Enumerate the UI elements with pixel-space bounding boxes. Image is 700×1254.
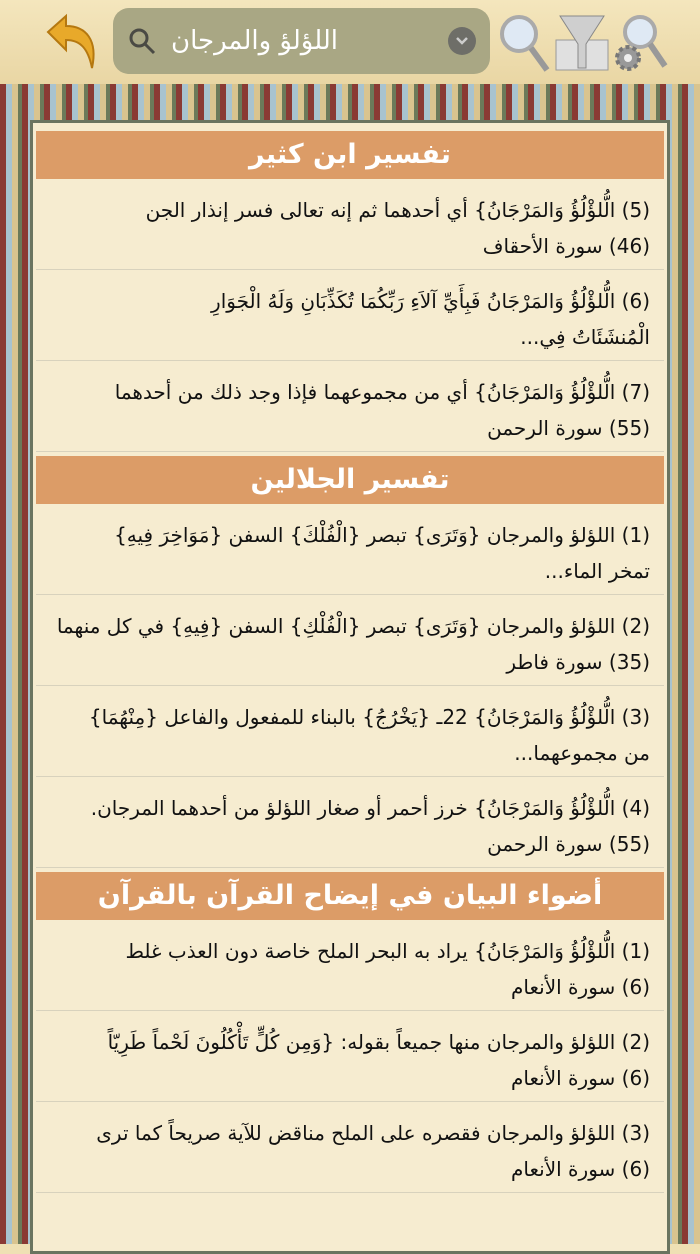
dropdown-chevron-icon[interactable] <box>448 27 476 55</box>
result-item[interactable] <box>36 1011 664 1102</box>
result-item[interactable] <box>36 504 664 595</box>
filter-button[interactable] <box>552 10 612 74</box>
result-source: (46) سورة الأحقاف <box>482 234 650 258</box>
search-magnifier-button[interactable] <box>495 10 555 74</box>
section-header: تفسير ابن كثير <box>36 131 664 179</box>
result-item[interactable] <box>36 920 664 1011</box>
result-source: (6) سورة الأنعام <box>511 975 650 999</box>
back-arrow-icon <box>40 10 104 74</box>
section-adwa-al-bayan <box>36 872 664 1193</box>
result-text: (3) اللؤلؤ والمرجان فقصره على الملح مناقض للآية صريحاً كما ترى <box>96 1121 650 1145</box>
top-toolbar <box>0 0 700 84</box>
result-item[interactable] <box>36 595 664 686</box>
result-text: (2) اللؤلؤ والمرجان منها جميعاً بقوله: {وَمِن كُلٍّ تَأْكُلُونَ لَحْماً طَرِيّاً <box>107 1030 650 1054</box>
back-button[interactable] <box>40 10 104 74</box>
search-input[interactable]: اللؤلؤ والمرجان <box>171 26 338 56</box>
section-header: تفسير الجلالين <box>36 456 664 504</box>
result-text: (1) الُّلؤْلُؤُ وَالمَرْجَانُ} يراد به البحر الملح خاصة دون العذب غلط <box>125 939 650 963</box>
section-header: أضواء البيان في إيضاح القرآن بالقرآن <box>36 872 664 920</box>
result-source: من مجموعهما... <box>514 741 650 765</box>
result-text: (3) الُّلؤْلُؤُ وَالمَرْجَانُ} 22ـ {يَخْرُجُ} بالبناء للمفعول والفاعل {مِنْهُمَا} <box>88 705 650 729</box>
section-jalalayn <box>36 456 664 868</box>
gear-magnifier-icon <box>610 10 670 74</box>
result-item[interactable] <box>36 179 664 270</box>
result-source: تمخر الماء... <box>544 559 650 583</box>
funnel-book-icon <box>552 10 612 74</box>
search-icon <box>127 26 157 56</box>
result-text: (7) الُّلؤْلُؤُ وَالمَرْجَانُ} أي من مجموعهما فإذا وجد ذلك من أحدهما <box>114 380 650 404</box>
result-source: الْمُنشَئَاتُ فِي... <box>520 325 650 349</box>
result-text: (4) الُّلؤْلُؤُ وَالمَرْجَانُ} خرز أحمر أو صغار اللؤلؤ من أحدهما المرجان. <box>90 796 650 820</box>
search-bar[interactable] <box>113 8 490 74</box>
result-source: (35) سورة فاطر <box>506 650 650 674</box>
result-item[interactable] <box>36 686 664 777</box>
ornamental-frame <box>0 84 700 1244</box>
result-text: (6) الُّلؤْلُؤُ وَالمَرْجَانُ فَبِأَيِّ آلاَءِ رَبِّكُمَا تُكَذِّبَانِ وَلَهُ الْجَوَارِ <box>211 289 650 313</box>
result-item[interactable] <box>36 270 664 361</box>
magnifier-icon <box>495 10 555 74</box>
result-text: (2) اللؤلؤ والمرجان {وَتَرَى} تبصر {الْفُلْكِ} السفن {فِيهِ} في كل منهما <box>56 614 650 638</box>
result-source: (6) سورة الأنعام <box>511 1066 650 1090</box>
section-ibn-kathir <box>36 131 664 452</box>
result-source: (6) سورة الأنعام <box>511 1157 650 1181</box>
result-text: (1) اللؤلؤ والمرجان {وَتَرَى} تبصر {الْفُلْكَ} السفن {مَوَاخِرَ فِيهِ} <box>114 523 650 547</box>
result-item[interactable] <box>36 1102 664 1193</box>
result-text: (5) الُّلؤْلُؤُ وَالمَرْجَانُ} أي أحدهما ثم إنه تعالى فسر إنذار الجن <box>145 198 650 222</box>
result-item[interactable] <box>36 777 664 868</box>
results-list[interactable] <box>36 127 664 1251</box>
result-source: (55) سورة الرحمن <box>487 416 650 440</box>
search-settings-button[interactable] <box>610 10 670 74</box>
result-item[interactable] <box>36 361 664 452</box>
result-source: (55) سورة الرحمن <box>487 832 650 856</box>
